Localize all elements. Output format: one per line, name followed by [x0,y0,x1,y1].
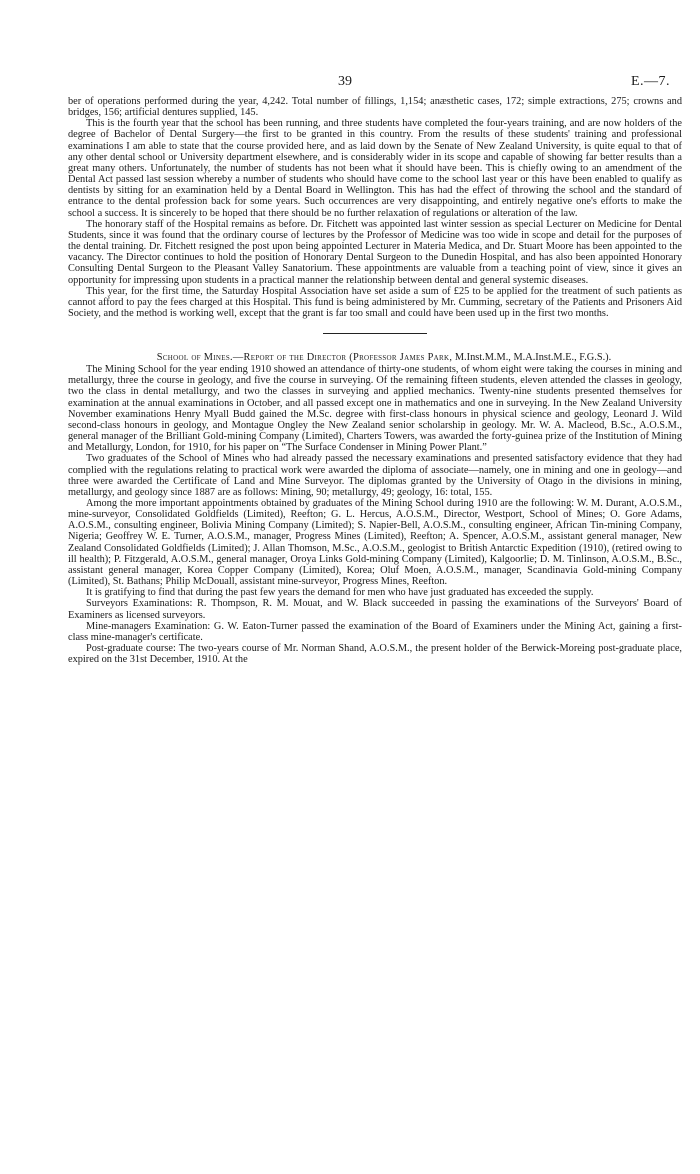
section-divider [323,333,427,334]
paragraph: Two graduates of the School of Mines who had already passed the necessary examinations and presented satisfactory evidence that they had complied with the regulations relating to practical work were awarded the diploma of associate—namely, one in mining and one in geology—and three were awarded the Certificate of Land and Mine Surveyor. The diplomas granted by the University of Otago in the divisions in mining, metallurgy, and geology since 1887 are as follows: Mining, 90; metallurgy, 49; geology, 16: total, 155. [68,453,682,498]
paragraph: Post-graduate course: The two-years course of Mr. Norman Shand, A.O.S.M., the present holder of the Berwick-Moreing post-graduate place, expired on the 31st December, 1910. At the [68,643,682,666]
paragraph: Mine-managers Examination: G. W. Eaton-Turner passed the examination of the Board of Examiners under the Mining Act, gaining a first-class mine-manager's certificate. [68,620,682,643]
paragraph: It is gratifying to find that during the past few years the demand for men who have just graduated has exceeded the supply. [86,587,594,599]
paragraph: The honorary staff of the Hospital remains as before. Dr. Fitchett was appointed last winter session as special Lecturer on Medicine for Dental Students, since it was found that the ordinary course of lectures by the Professor of Medicine was too wide in scope and detail for the purposes of the dental training. Dr. Fitchett resigned the post upon being appointed Lecturer in Materia Medica, and Dr. Stuart Moore has been appointed to the vacancy. The Director continues to hold the position of Honorary Dental Surgeon to the Dunedin Hospital, and has also been appointed Honorary Consulting Dental Surgeon to the Pleasant Valley Sanatorium. These appointments are valuable from a teaching point of view, since it gives an opportunity for impressing upon students in a practical manner the relationship between dental and general systemic diseases. [68,218,682,286]
section-heading [68,352,682,364]
paragraph: Among the more important appointments obtained by graduates of the Mining School during 1910 are the following: W. M. Durant, A.O.S.M., mine-surveyor, Consolidated Goldfields (Limited), Reefton; G. L. Hercus, A.O.S.M., Director, Westport, School of Mines; O. Gore Adams, A.O.S.M., consulting engineer, Bolivia Mining Company (Limited); S. Napier-Bell, A.O.S.M., consulting engineer, African Tin-mining Company, Nigeria; Geoffrey W. E. Turner, A.O.S.M., manager, Progress Mines (Limited), Reefton; A. Spencer, A.O.S.M., assistant general manager, New Zealand Consolidated Goldfields (Limited); J. Allan Thomson, M.Sc., A.O.S.M., geologist to British Antarctic Expedition (1910), (retired owing to ill health); P. Fitzgerald, A.O.S.M., general manager, Oroya Links Gold-mining Company (Limited), Kalgoorlie; D. M. Tinlinson, A.O.S.M., B.Sc., assistant general manager, Korea Copper Company (Limited), Korea; Oluf Moen, A.O.S.M., manager, Scandinavia Gold-mining Company (Limited), St. Bathans; Philip McDouall, assistant mine-surveyor, Progress Mines, Reefton. [68,498,682,588]
paragraph: This is the fourth year that the school has been running, and three students have completed the four-years training, and are now holders of the degree of Bachelor of Dental Surgery—the first to be granted in this country. From the results of these students' training and professional examinations I am able to state that the course provided here, and as laid down by the Senate of New Zealand University, is quite equal to that of any other dental school or University department elsewhere, and is considerably wider in its scope and capable of showing far better results than a great many others. Unfortunately, the number of students has not been what it should have been. This is chiefly owing to an amendment of the Dental Act passed last session whereby a number of students who should have come to the school last year or this have been enabled to qualify as dentists by sitting for an examination held by a Dental Board in Wellington. This has had the effect of throwing the school and the standard of entrance to the dental profession back for some years. Such occurrences are very disappointing, and entirely negative one's efforts to make the school a success. It is sincerely to be hoped that there should be no further relaxation of regulations or alteration of the law. [68,118,682,219]
section-heading-caps: School of Mines.—Report of the Director (Professor James Park, [156,352,453,364]
paragraph: ber of operations performed during the year, 4,242. Total number of fillings, 1,154; anæsthetic cases, 172; simple extractions, 275; crowns and bridges, 156; artificial dentures supplied, 145. [68,96,682,119]
page-body [68,96,682,665]
series-reference: E.—7. [630,74,670,89]
paragraph: This year, for the first time, the Saturday Hospital Association have set aside a sum of £25 to be applied for the treatment of such patients as cannot afford to pay the fees charged at this Hospital. This fund is being administered by Mr. Cumming, secretary of the Patients and Prisoners Aid Society, and the method is working well, except that the grant is far too small and could have been used up in the first two months. [68,285,682,319]
paragraph: The Mining School for the year ending 1910 showed an attendance of thirty-one students, of whom eight were taking the courses in mining and metallurgy, three the course in geology, and five the course in surveying. Of the remaining fifteen students, eleven attended the classes in geology, two the class in dental metallurgy, and two the classes in surveying and applied mechanics. Twenty-nine students presented themselves for examination at the annual examinations in October, and all passed except one in mathematics and one in surveying. In the New Zealand University November examinations Henry Myall Budd gained the M.Sc. degree with first-class honours in physical science and geology, Leonard J. Wild second-class honours in geology, and Montague Ongley the New Zealand senior scholarship in geology. Mr. W. A. Macleod, B.Sc., A.O.S.M., general manager of the Brilliant Gold-mining Company (Limited), Charters Towers, was awarded the forty-guinea prize of the Institution of Mining and Metallurgy, London, for 1910, for his paper on “The Surface Condenser in Mining Power Plant.” [68,364,682,454]
page-header [0,74,700,92]
paragraph: Surveyors Examinations: R. Thompson, R. M. Mouat, and W. Black succeeded in passing the examinations of the Surveyors' Board of Examiners as licensed surveyors. [68,598,682,621]
section-heading-tail: M.Inst.M.M., M.A.Inst.M.E., F.G.S.). [454,352,612,364]
page-number: 39 [338,74,352,89]
